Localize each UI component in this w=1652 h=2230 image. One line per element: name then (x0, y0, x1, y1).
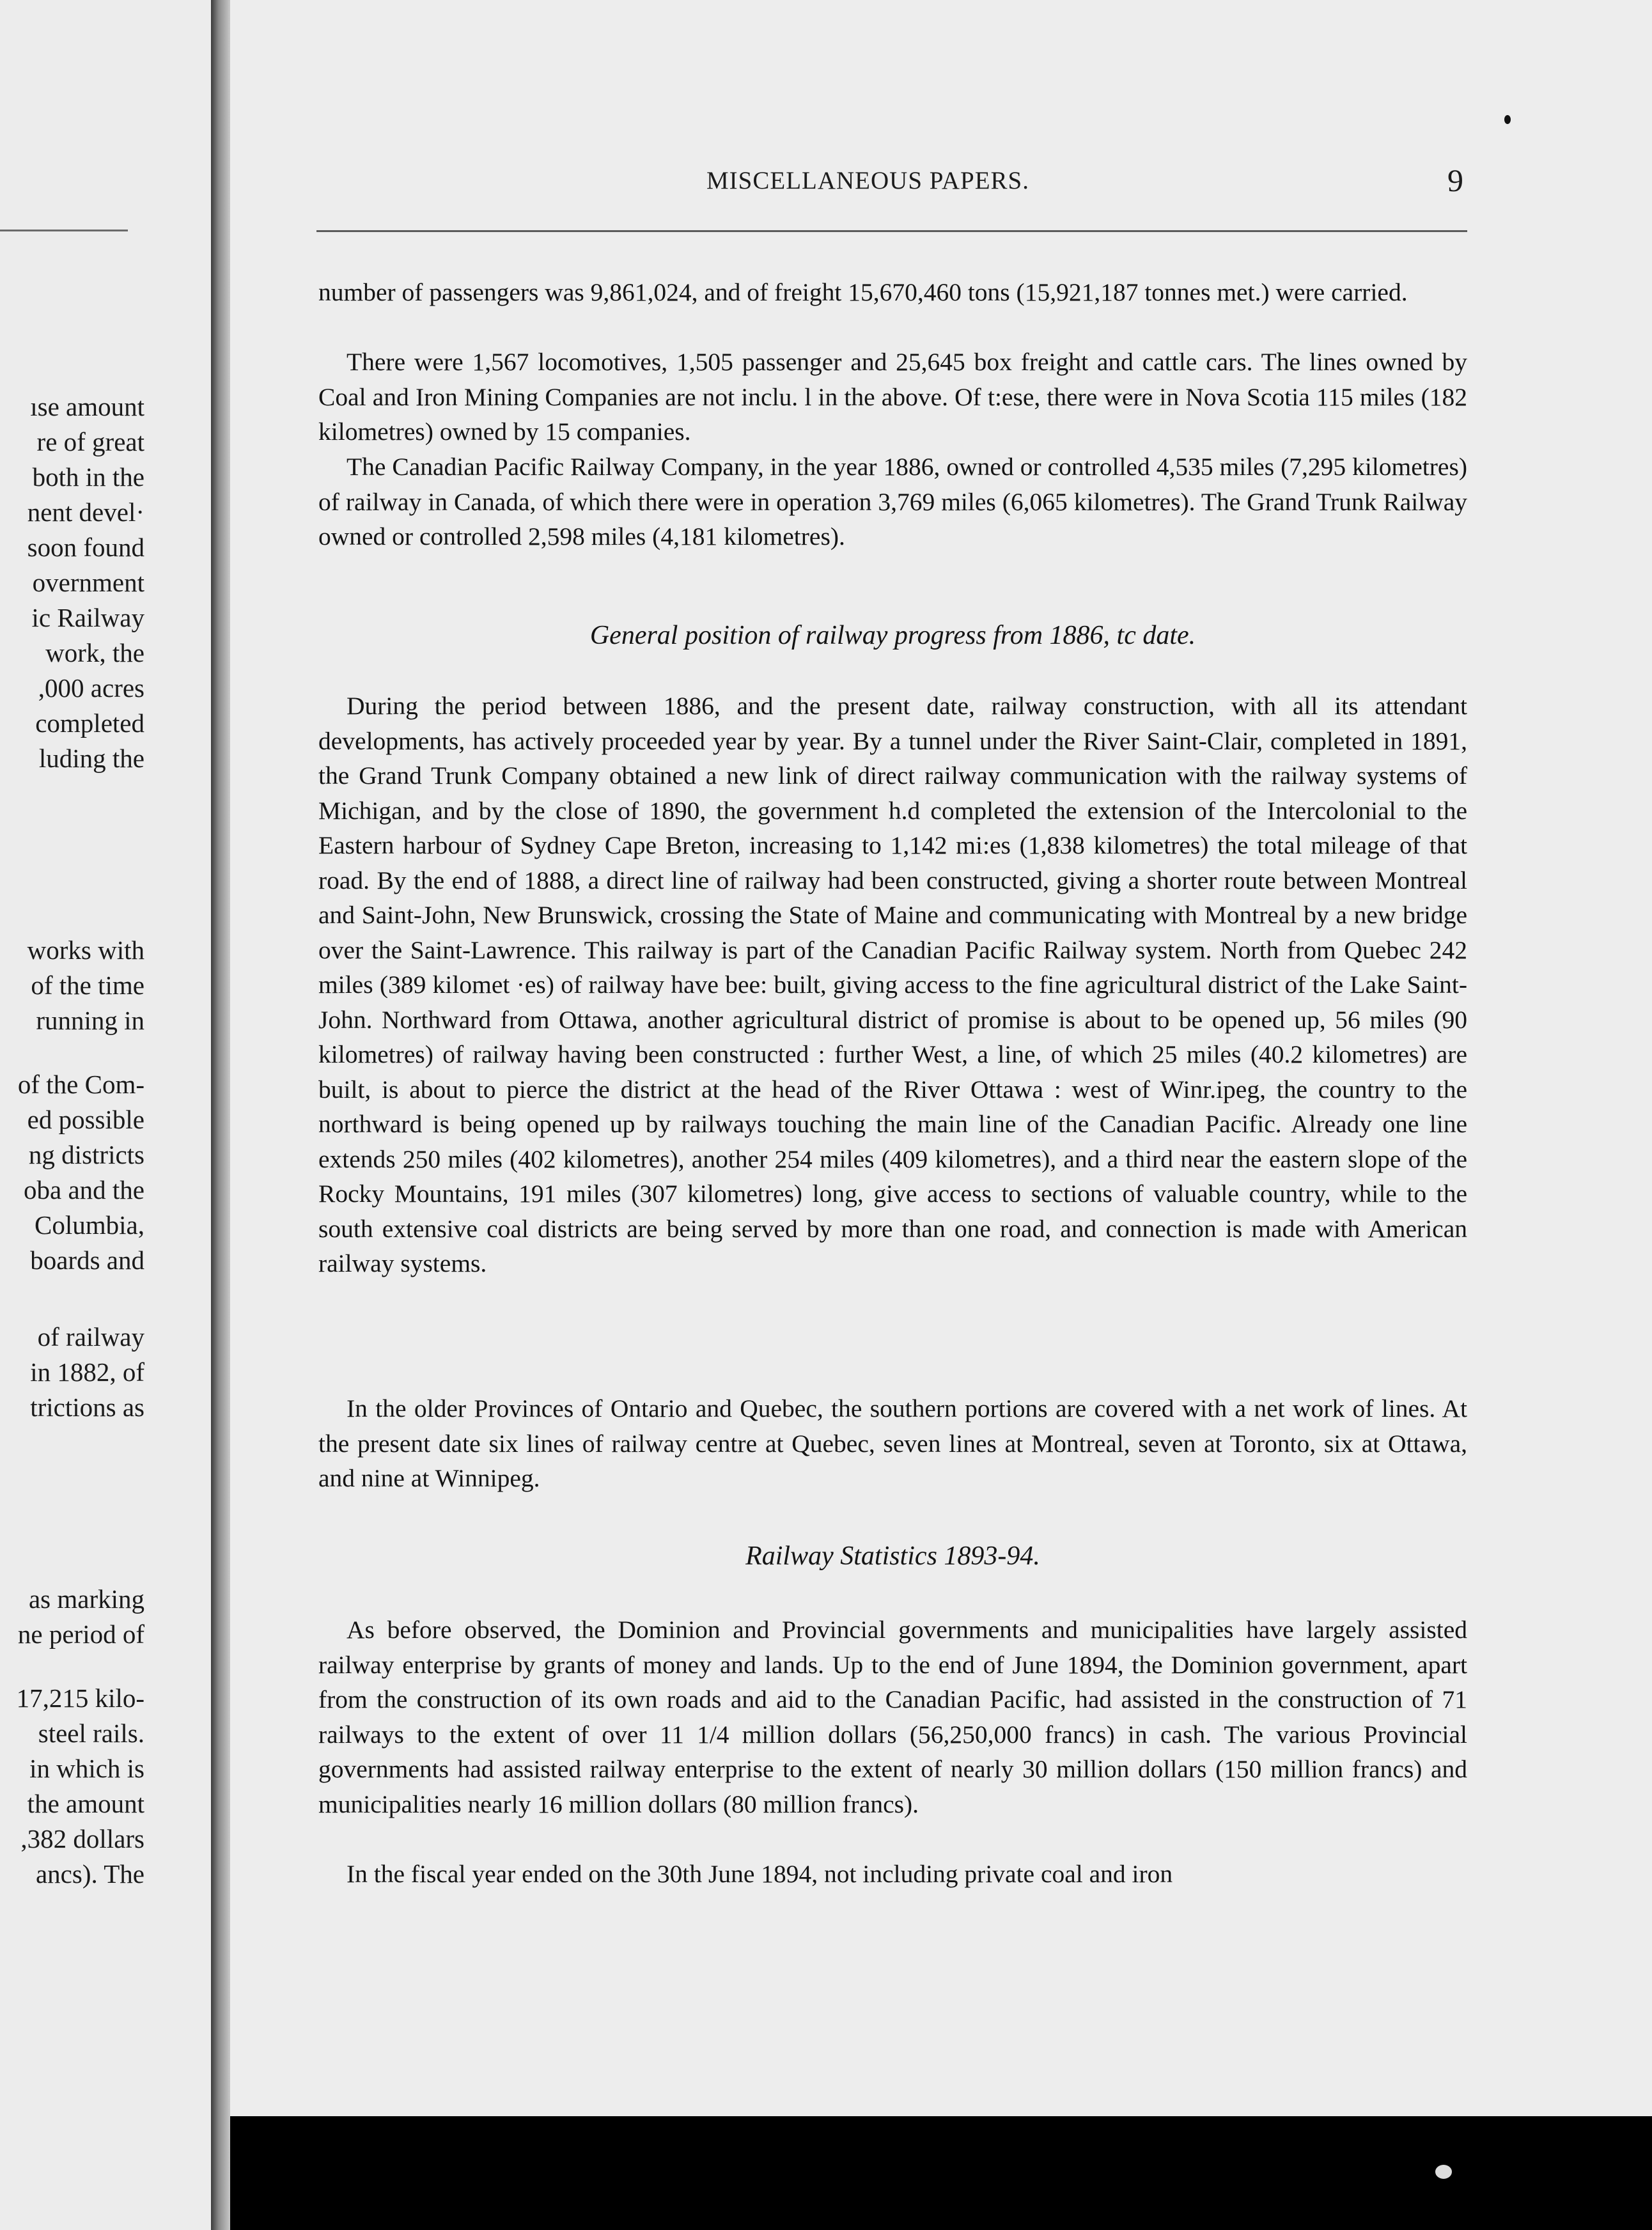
left-page-line-fragment: as marking (28, 1584, 144, 1614)
left-page-rule (0, 230, 128, 231)
left-page-line-fragment: running in (36, 1006, 144, 1035)
left-page-line-fragment: overnment (32, 568, 144, 597)
paragraph-cpr-mileage: The Canadian Pacific Railway Company, in the year 1886, owned or controlled 4,535 miles (7,295 kilometres) of railway in Canada, of which there were in operation 3,769 miles (6,065 kilometres). The Grand Trunk Railway owned or controlled 2,598 miles (4,181 kilometres). (318, 453, 1467, 550)
paragraph-government-assistance: As before observed, the Dominion and Provincial governments and municipalities have largely assisted railway enterprise by grants of money and lands. Up to the end of June 1894, the Dominion government, apart from the construction of its own roads and aid to the Canadian Pacific, had assisted in the construction of 71 railways to the extent of over 11 1/4 million dollars (56,250,000 francs) in cash. The various Provincial governments had assisted railway enterprise to the extent of nearly 30 million dollars (150 million francs) and municipalities nearly 16 million dollars (80 million francs). (318, 1616, 1467, 1818)
left-page-line-fragment: Columbia, (35, 1210, 144, 1240)
left-page-line-fragment: oba and the (24, 1175, 144, 1205)
left-page-line-fragment: ancs). The (35, 1859, 144, 1889)
left-page-line-fragment: ıse amount (30, 392, 144, 421)
left-page-line-fragment: ng districts (28, 1140, 144, 1169)
left-page-line-fragment: ic Railway (31, 603, 144, 632)
left-page-edge (0, 0, 211, 2230)
left-page-line-fragment: works with (27, 935, 144, 965)
left-page-line-fragment: completed (35, 708, 144, 738)
left-page-line-fragment: re of great (36, 427, 144, 456)
paragraph-passengers: number of passengers was 9,861,024, and of freight 15,670,460 tons (15,921,187 tonnes met.) were carried. (318, 278, 1408, 306)
heading-railway-statistics: Railway Statistics 1893-94. (745, 1541, 1040, 1571)
paragraph-locomotives: There were 1,567 locomotives, 1,505 passenger and 25,645 box freight and cattle cars. The lines owned by Coal and Iron Mining Companies are not inclu. l in the above. Of t:ese, there were in Nova Scotia 115 miles (182 kilometres) owned by 15 companies. (318, 348, 1467, 446)
left-page-line-fragment: of the Com- (17, 1070, 144, 1099)
left-page-line-fragment: trictions as (30, 1392, 144, 1422)
header-rule (316, 230, 1467, 232)
left-page-line-fragment: ed possible (27, 1105, 144, 1134)
left-page-line-fragment: in 1882, of (30, 1357, 144, 1387)
page-number: 9 (1447, 162, 1463, 198)
book-gutter (211, 0, 230, 2230)
left-page-line-fragment: 17,215 kilo- (16, 1683, 144, 1713)
left-page-line-fragment: of railway (37, 1322, 144, 1352)
running-title: MISCELLANEOUS PAPERS. (706, 167, 1029, 194)
left-page-line-fragment: nent devel· (27, 497, 144, 527)
left-page-line-fragment: ne period of (17, 1619, 144, 1649)
left-page-line-fragment: soon found (27, 533, 144, 562)
scan-mark (1435, 2165, 1452, 2179)
ink-speck (1504, 115, 1511, 124)
left-page-line-fragment: both in the (32, 462, 144, 492)
paragraph-railway-progress: During the period between 1886, and the present date, railway construction, with all its attendant developments, has actively proceeded year by year. By a tunnel under the River Saint-Clair, completed in 1891, the Grand Trunk Company obtained a new link of direct railway communication with the railway systems of Michigan, and by the close of 1890, the government h.d completed the extension of the Intercolonial to the Eastern harbour of Sydney Cape Breton, increasing to 1,142 mi:es (1,838 kilometres) the total mileage of that road. By the end of 1888, a direct line of railway had been constructed, giving a shorter route between Montreal and Saint-John, New Brunswick, crossing the State of Maine and communicating with Montreal by a new bridge over the Saint-Lawrence. This railway is part of the Canadian Pacific Railway system. North from Quebec 242 miles (389 kilomet ·es) of railway have bee: built, giving access to the fine agricultural district of the Lake Saint-John. Northward from Ottawa, another agricultural district of promise is about to be opened up, 56 miles (90 kilometres) of railway having been constructed : further West, a line, of which 25 miles (40.2 kilometres) are built, is about to pierce the district at the head of the River Ottawa : west of Winr.ipeg, the country to the northward is being opened up by railways touching the main line of the Canadian Pacific. Already one line extends 250 miles (402 kilometres), another 254 miles (409 kilometres), and a third near the eastern slope of the Rocky Mountains, 191 miles (307 kilometres) long, give access to sections of valuable country, while to the south extensive coal districts are being served by more than one road, and connection is made with American railway systems. (318, 692, 1467, 1277)
left-page-line-fragment: in which is (29, 1754, 144, 1783)
right-page (230, 0, 1652, 2116)
left-page-line-fragment: the amount (27, 1789, 144, 1818)
left-page-line-fragment: ,000 acres (38, 673, 144, 703)
heading-general-position: General position of railway progress from 1886, tc date. (589, 621, 1196, 650)
paragraph-older-provinces: In the older Provinces of Ontario and Quebec, the southern portions are covered with a net work of lines. At the present date six lines of railway centre at Quebec, seven lines at Montreal, seven at Toronto, six at Ottawa, and nine at Winnipeg. (318, 1394, 1467, 1492)
left-page-line-fragment: ,382 dollars (20, 1824, 144, 1853)
left-page-line-fragment: steel rails. (38, 1719, 144, 1748)
left-page-line-fragment: work, the (45, 638, 144, 667)
left-page-line-fragment: of the time (31, 971, 144, 1000)
paragraph-fiscal-year: In the fiscal year ended on the 30th June 1894, not including private coal and iron (347, 1860, 1173, 1888)
left-page-line-fragment: boards and (30, 1245, 144, 1275)
left-page-line-fragment: luding the (38, 744, 144, 773)
